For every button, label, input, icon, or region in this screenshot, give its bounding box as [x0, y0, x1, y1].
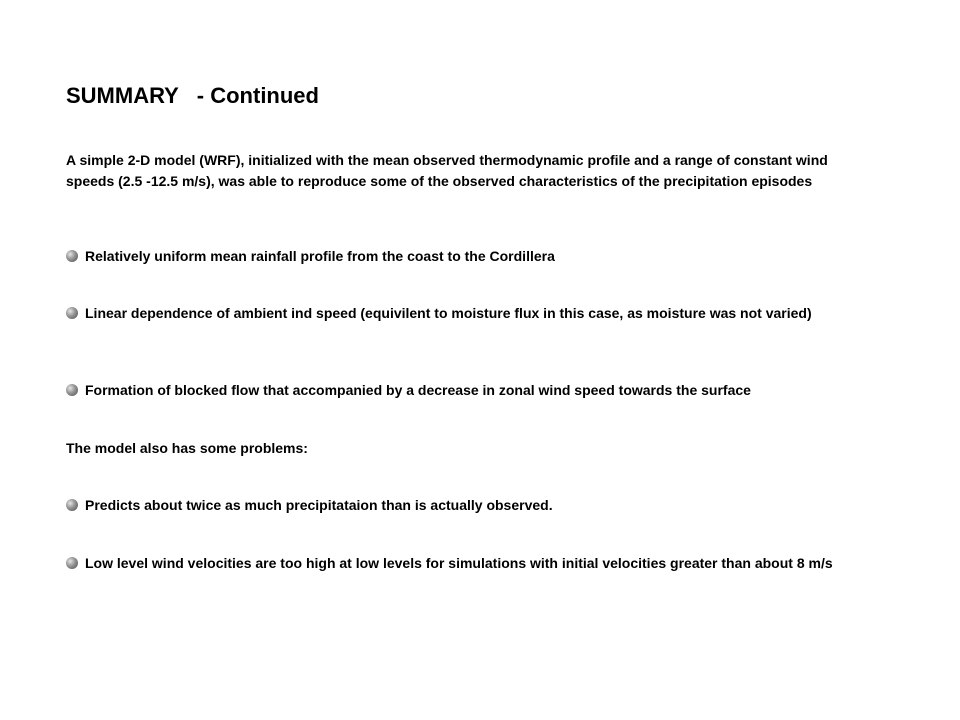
bullet-text: Relatively uniform mean rainfall profile from the coast to the Cordillera	[85, 248, 555, 264]
round-gray-bullet-icon	[66, 499, 78, 511]
round-gray-bullet-icon	[66, 557, 78, 569]
intro-paragraph: A simple 2-D model (WRF), initialized with the mean observed thermodynamic profile and a range of constant wind speeds (2.5 -12.5 m/s), was able to reproduce some of the observed characteristics of the precipitation episodes	[66, 152, 828, 189]
round-gray-bullet-icon	[66, 307, 78, 319]
bullet-item-low-level-wind	[66, 553, 866, 574]
bullet-text: Linear dependence of ambient ind speed (equivilent to moisture flux in this case, as moisture was not varied)	[85, 305, 812, 321]
bullet-text: Low level wind velocities are too high at low levels for simulations with initial velocities greater than about 8 m/s	[85, 555, 833, 571]
problems-heading: The model also has some problems:	[66, 440, 308, 456]
round-gray-bullet-icon	[66, 250, 78, 262]
bullet-text: Predicts about twice as much precipitataion than is actually observed.	[85, 497, 553, 513]
round-gray-bullet-icon	[66, 384, 78, 396]
bullet-item-rainfall-profile	[66, 246, 866, 267]
bullet-text: Formation of blocked flow that accompanied by a decrease in zonal wind speed towards the surface	[85, 382, 751, 398]
bullet-item-precipitation-overestimate	[66, 495, 866, 516]
slide-title: SUMMARY - Continued	[66, 83, 319, 108]
bullet-item-wind-speed-dependence	[66, 303, 866, 324]
bullet-item-blocked-flow	[66, 380, 866, 401]
